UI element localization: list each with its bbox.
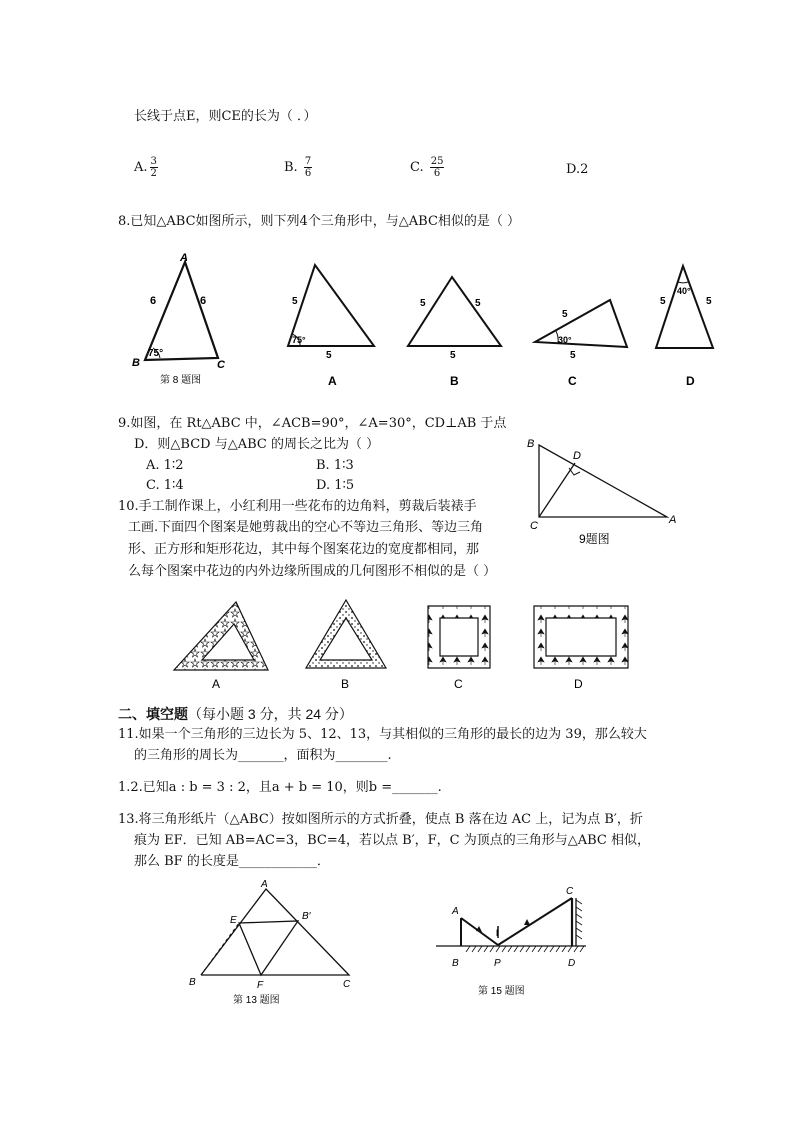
- q8-choice-d-side2: 5: [706, 296, 712, 307]
- q10-choice-d-label: D: [574, 677, 583, 691]
- q13-line1: 13.将三角形纸片（△ABC）按如图所示的方式折叠，使点 B 落在边 AC 上，记为点 B′，折: [118, 812, 643, 827]
- q8-choice-c-angle: 30°: [558, 335, 572, 345]
- q15-figure: [430, 880, 600, 1000]
- q9-line1: 9.如图，在 Rt△ABC 中，∠ACB=90°，∠A=30°，CD⊥AB 于点: [118, 416, 507, 431]
- q10-choice-c-label: C: [454, 677, 463, 691]
- q7-option-c-num: 25: [430, 156, 444, 167]
- q8-fig-caption: 第 8 题图: [160, 375, 202, 386]
- q7-option-b-num: 7: [304, 156, 312, 167]
- q8-text: 8.已知△ABC如图所示，则下列4个三角形中，与△ABC相似的是（ ）: [118, 214, 521, 229]
- q7-option-b: [284, 156, 312, 179]
- q10-line3: 形、正方形和矩形花边，其中每个图案花边的宽度都相同，那: [128, 542, 480, 557]
- q8-choice-a-side1: 5: [292, 296, 298, 307]
- q8-choice-a-label: A: [328, 374, 337, 388]
- q10-choice-d-figure: [534, 606, 628, 668]
- q7-option-a-fraction: [150, 156, 158, 179]
- q9-label-b: B: [527, 438, 535, 450]
- q10-line1: 10.手工制作课上，小红利用一些花布的边角料，剪裁后装裱手: [118, 499, 477, 514]
- q9-option-b: B. 1∶3: [316, 458, 354, 473]
- q15-label-b: B: [452, 958, 459, 969]
- q15-label-a: A: [452, 906, 459, 917]
- q13-line2: 痕为 EF．已知 AB=AC=3，BC=4，若以点 B′，F，C 为顶点的三角形与△ABC 相似，: [134, 833, 651, 848]
- q8-ref-side1: 6: [150, 295, 157, 307]
- q15-label-p: P: [494, 958, 501, 969]
- q8-choice-a: [288, 265, 374, 388]
- q7-option-a-label: A.: [134, 160, 148, 175]
- q8-choice-b-side1: 5: [420, 298, 426, 309]
- q10-choice-b-figure: [306, 600, 386, 668]
- q7-option-b-den: 6: [304, 168, 312, 179]
- q10-figure: [170, 598, 640, 693]
- q13-label-bp: B′: [302, 911, 311, 922]
- q10-choice-c-figure: [428, 606, 490, 668]
- section2-heading: [118, 704, 353, 724]
- q7-option-b-label: B.: [284, 160, 302, 175]
- q8-figure: [120, 250, 740, 395]
- q12-text: 1.2.已知a : b = 3 : 2，且a + b = 10，则b =_______.: [118, 780, 442, 795]
- q9-label-d: D: [573, 450, 581, 462]
- q8-choice-c-label: C: [568, 374, 577, 388]
- q8-ref-vertex-b: B: [132, 357, 140, 369]
- q9-option-a: A. 1∶2: [146, 458, 184, 473]
- q8-ref-vertex-a: A: [180, 252, 188, 264]
- section2-title: 二、填空题: [118, 706, 188, 722]
- q9-fig-caption: 9题图: [579, 532, 610, 546]
- q8-choice-d-label: D: [686, 374, 695, 388]
- q7-option-a-num: 3: [150, 156, 157, 167]
- q10-choice-b-label: B: [341, 677, 350, 691]
- q8-choice-a-side2: 5: [326, 350, 332, 361]
- q11-line2: 的三角形的周长为_______，面积为________.: [134, 748, 392, 763]
- q10-choice-a-figure: [174, 602, 268, 670]
- q13-label-f: F: [257, 980, 264, 991]
- q7-option-d: D.2: [566, 162, 589, 177]
- q13-label-a: A: [261, 879, 268, 890]
- q7-option-b-fraction: [304, 156, 312, 179]
- q9-line2: D．则△BCD 与△ABC 的周长之比为（ ）: [134, 437, 380, 452]
- q7-option-c-den: 6: [433, 168, 441, 179]
- q8-choice-c-side1: 5: [562, 309, 568, 320]
- q9-label-a: A: [669, 514, 677, 526]
- q9-label-c: C: [530, 520, 538, 532]
- q8-choice-b-label: B: [450, 374, 459, 388]
- q7-option-c-label: C.: [410, 160, 428, 175]
- q10-line2: 工画.下面四个图案是她剪裁出的空心不等边三角形、等边三角: [128, 520, 484, 535]
- q9-figure: [525, 435, 695, 550]
- q8-ref-angle: 75°: [148, 348, 164, 359]
- q8-choice-c: [535, 300, 627, 388]
- q8-choice-d-side1: 5: [660, 296, 666, 307]
- q10-choice-a-label: A: [212, 677, 221, 691]
- q13-line3: 那么 BF 的长度是____________．: [134, 854, 330, 869]
- q13-figure: [185, 875, 360, 1010]
- q8-choice-c-side2: 5: [570, 350, 576, 361]
- q13-fig-caption: 第 13 题图: [233, 995, 280, 1006]
- q8-choice-b: [408, 277, 501, 388]
- q8-choice-b-side3: 5: [450, 350, 456, 361]
- q9-option-c: C. 1∶4: [146, 478, 184, 493]
- q8-choice-a-angle: 75°: [292, 335, 306, 345]
- section2-note: （每小题 3 分，共 24 分）: [188, 706, 353, 722]
- q8-ref-vertex-c: C: [217, 359, 225, 371]
- q15-label-d: D: [568, 958, 576, 969]
- q8-choice-d: [656, 266, 713, 388]
- q7-option-a-den: 2: [150, 168, 157, 179]
- q8-choice-b-side2: 5: [475, 298, 481, 309]
- q15-label-normal: I: [496, 928, 499, 938]
- q8-ref-triangle: [132, 252, 226, 386]
- q7-tail-text: 长线于点E，则CE的长为（ ．）: [134, 109, 317, 124]
- q10-line4: 么每个图案中花边的内外边缘所围成的几何图形不相似的是（ ）: [128, 564, 497, 579]
- q13-label-e: E: [230, 915, 237, 926]
- q9-option-d: D. 1∶5: [316, 478, 355, 493]
- q15-label-c: C: [566, 886, 574, 897]
- q13-label-c: C: [343, 979, 351, 990]
- q11-line1: 11.如果一个三角形的三边长为 5、12、13，与其相似的三角形的最长的边为 39，那么较大: [118, 727, 647, 742]
- q7-option-c: [410, 156, 444, 179]
- q8-choice-d-angle: 40°: [677, 286, 691, 296]
- q15-fig-caption: 第 15 题图: [478, 986, 525, 997]
- q13-label-b: B: [189, 977, 196, 988]
- q7-option-a: [134, 156, 158, 179]
- q7-option-c-fraction: [430, 156, 445, 179]
- q8-ref-side2: 6: [200, 295, 207, 307]
